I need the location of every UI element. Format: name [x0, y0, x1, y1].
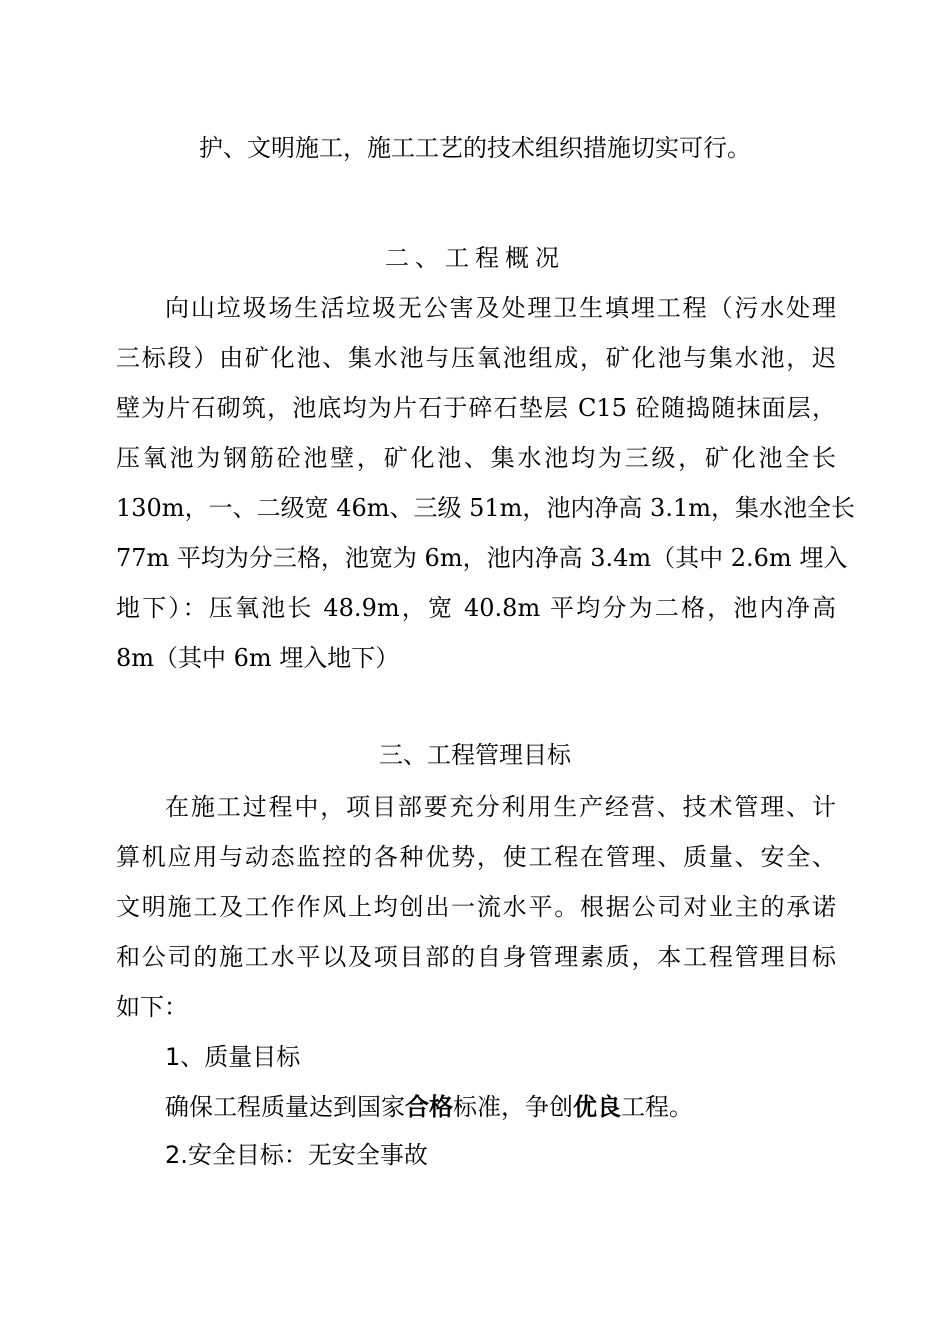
section2-line-2: 三标段）由矿化池、集水池与压氧池组成，矿化池与集水池，迟 — [116, 344, 836, 372]
section3-line-4: 和公司的施工水平以及项目部的自身管理素质，本工程管理目标 — [116, 943, 836, 971]
quality-heading: 1、质量目标 — [165, 1043, 301, 1071]
quality-text-bold-excellent: 优良 — [573, 1093, 621, 1121]
section2-line-5: 130m，一、二级宽 46m、三级 51m，池内净高 3.1m，集水池全长 — [116, 494, 855, 522]
section2-line-1: 向山垃圾场生活垃圾无公害及处理卫生填埋工程（污水处理 — [165, 294, 836, 322]
section3-line-1: 在施工过程中，项目部要充分利用生产经营、技术管理、计 — [165, 793, 836, 821]
safety-heading: 2.安全目标：无安全事故 — [165, 1141, 428, 1169]
section3-heading: 三、工程管理目标 — [379, 741, 571, 769]
section3-line-2: 算机应用与动态监控的各种优势，使工程在管理、质量、安全、 — [116, 843, 836, 871]
quality-text-suffix: 工程。 — [621, 1093, 693, 1121]
quality-text-middle: 标准，争创 — [453, 1093, 573, 1121]
section2-line-6: 77m 平均为分三格，池宽为 6m，池内净高 3.4m（其中 2.6m 埋入 — [116, 544, 848, 572]
section2-heading: 二、工程概况 — [385, 244, 565, 272]
section3-line-5: 如下： — [116, 993, 188, 1021]
quality-text-prefix: 确保工程质量达到国家 — [165, 1093, 405, 1121]
section3-line-3: 文明施工及工作作风上均创出一流水平。根据公司对业主的承诺 — [116, 893, 836, 921]
section2-line-3: 壁为片石砌筑，池底均为片石于碎石垫层 C15 砼随捣随抹面层， — [116, 394, 836, 422]
quality-text-bold-qualified: 合格 — [405, 1093, 453, 1121]
section2-line-4: 压氧池为钢筋砼池壁，矿化池、集水池均为三级，矿化池全长 — [116, 444, 836, 472]
section2-line-8: 8m（其中 6m 埋入地下） — [116, 644, 400, 672]
section2-line-7: 地下）：压氧池长 48.9m，宽 40.8m 平均分为二格，池内净高 — [116, 594, 836, 622]
quality-text — [165, 1092, 836, 1122]
intro-tail-line: 护、文明施工，施工工艺的技术组织措施切实可行。 — [199, 134, 751, 162]
